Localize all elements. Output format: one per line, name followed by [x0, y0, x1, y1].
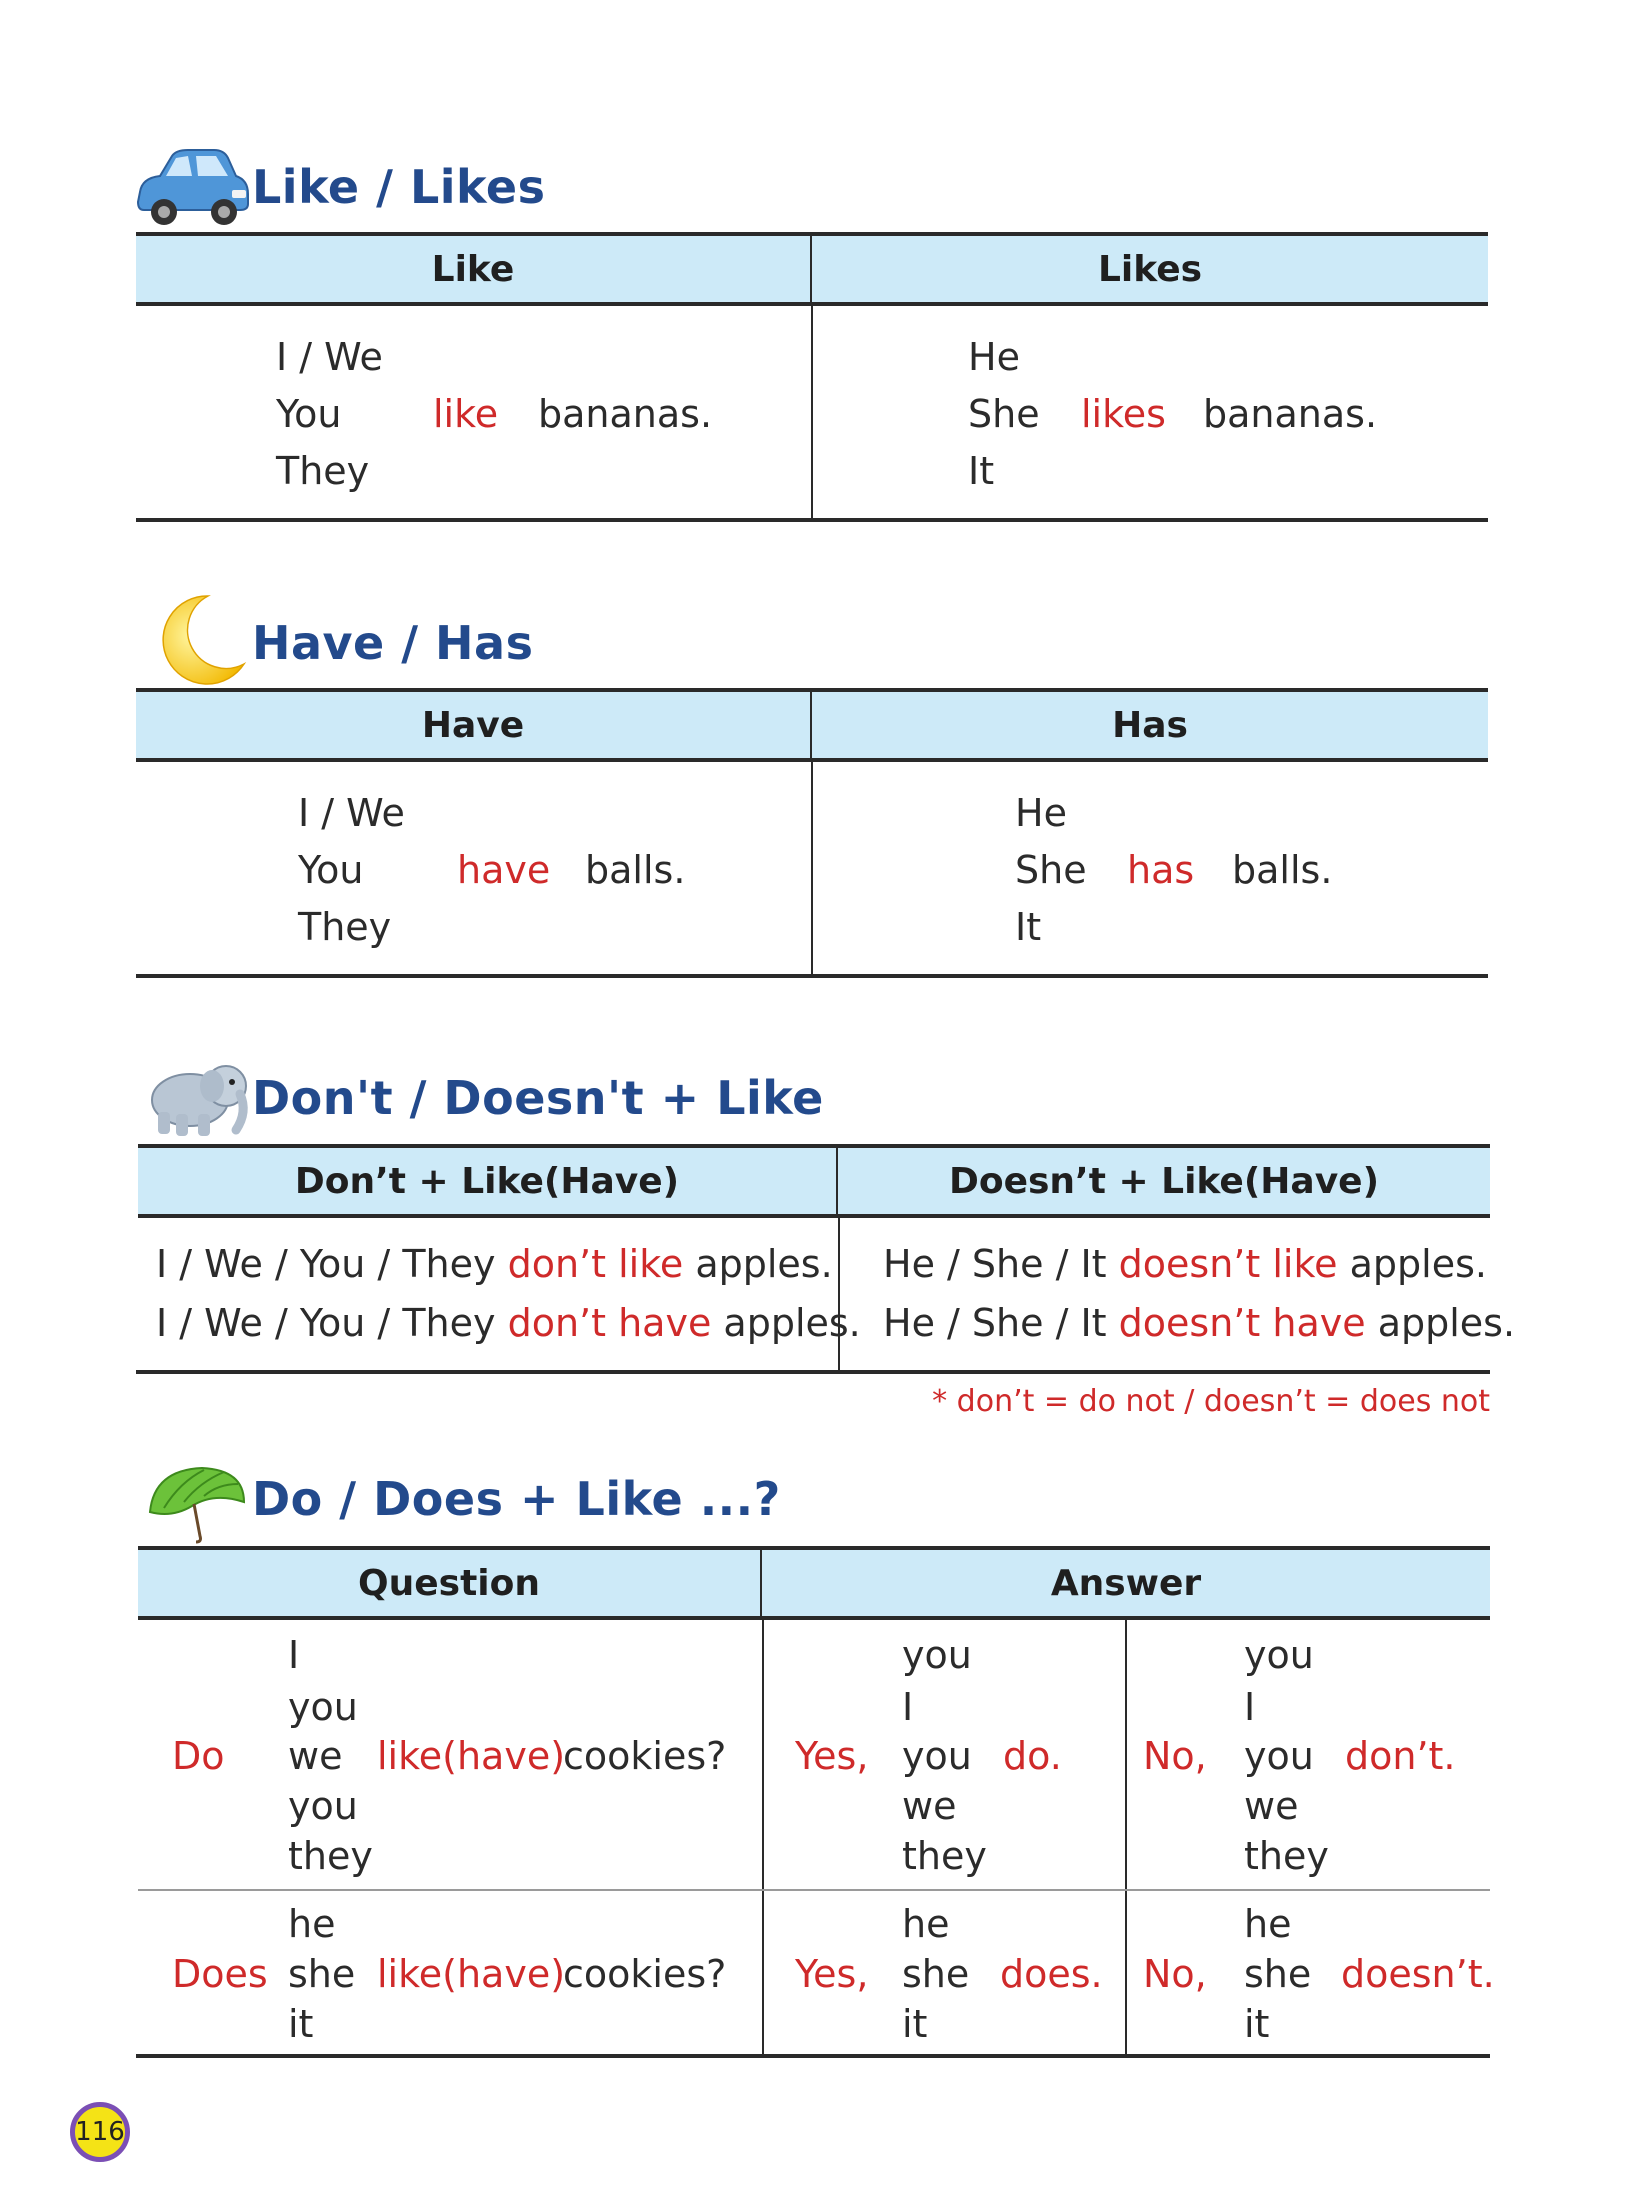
- header-question: Question: [138, 1550, 762, 1616]
- table-header-like: [136, 232, 1488, 306]
- column-divider: [1125, 1620, 1127, 2054]
- row-divider: [138, 1889, 1490, 1891]
- subject: she: [902, 1952, 970, 1996]
- sentence: [883, 1301, 1516, 1345]
- header-dont: Don’t + Like(Have): [138, 1148, 838, 1214]
- subject: he: [1244, 1902, 1292, 1946]
- section-title-dont: Don't / Doesn't + Like: [252, 1071, 824, 1125]
- verb: likes: [1081, 392, 1166, 436]
- verb: like(have): [377, 1952, 566, 1996]
- object: apples.: [723, 1301, 861, 1345]
- verb: don’t have: [507, 1301, 712, 1345]
- subject: They: [276, 449, 370, 493]
- yes-label: Yes,: [795, 1952, 869, 1996]
- subject: She: [968, 392, 1040, 436]
- subject: He: [968, 335, 1020, 379]
- yes-label: Yes,: [795, 1734, 869, 1778]
- aux-do: Do: [172, 1734, 225, 1778]
- object: cookies?: [563, 1952, 727, 1996]
- subject: they: [288, 1834, 373, 1878]
- header-answer: Answer: [1050, 1562, 1202, 1604]
- subject: I / We: [298, 791, 405, 835]
- aux-answer: don’t.: [1345, 1734, 1456, 1778]
- subject: You: [276, 392, 342, 436]
- aux-answer: does.: [1000, 1952, 1103, 1996]
- subject: it: [1244, 2002, 1270, 2046]
- aux-answer: doesn’t.: [1341, 1952, 1495, 1996]
- object: balls.: [585, 848, 686, 892]
- table-header-do: [138, 1546, 1490, 1620]
- verb: has: [1127, 848, 1195, 892]
- subject: They: [298, 905, 392, 949]
- subject: he: [288, 1902, 336, 1946]
- verb: have: [457, 848, 551, 892]
- subject: he: [902, 1902, 950, 1946]
- subject: I / We / You / They: [156, 1242, 496, 1286]
- elephant-icon: [144, 1056, 254, 1140]
- section-title-do: Do / Does + Like ...?: [252, 1472, 781, 1526]
- subject: I: [288, 1633, 300, 1677]
- aux-answer: do.: [1003, 1734, 1062, 1778]
- no-label: No,: [1143, 1734, 1207, 1778]
- subject: I: [1244, 1685, 1256, 1729]
- column-divider: [811, 762, 813, 974]
- object: bananas.: [538, 392, 713, 436]
- table-header-have: [136, 688, 1488, 762]
- umbrella-icon: [144, 1462, 248, 1546]
- aux-does: Does: [172, 1952, 268, 1996]
- subject: they: [1244, 1834, 1329, 1878]
- subject: you: [902, 1633, 972, 1677]
- verb: don’t like: [507, 1242, 684, 1286]
- header-likes: Likes: [1097, 248, 1203, 290]
- subject: we: [1244, 1784, 1299, 1828]
- subject: She: [1015, 848, 1087, 892]
- subject: you: [1244, 1633, 1314, 1677]
- subject: I / We / You / They: [156, 1301, 496, 1345]
- sentence: [156, 1301, 861, 1345]
- table-header-dont: [138, 1144, 1490, 1218]
- verb: doesn’t have: [1118, 1301, 1366, 1345]
- object: bananas.: [1203, 392, 1378, 436]
- car-icon: [132, 140, 252, 230]
- header-have: Have: [136, 692, 812, 758]
- object: apples.: [1349, 1242, 1487, 1286]
- section-title-like: Like / Likes: [252, 160, 546, 214]
- column-divider: [762, 1620, 764, 2054]
- subject: it: [902, 2002, 928, 2046]
- verb: like(have): [377, 1734, 566, 1778]
- subject: it: [288, 2002, 314, 2046]
- subject: It: [1015, 905, 1042, 949]
- header-has: Has: [1112, 704, 1188, 746]
- moon-icon: [152, 592, 248, 688]
- subject: we: [288, 1734, 343, 1778]
- object: cookies?: [563, 1734, 727, 1778]
- sentence: [883, 1242, 1487, 1286]
- subject: you: [1244, 1734, 1314, 1778]
- subject: He / She / It: [883, 1301, 1107, 1345]
- subject: you: [288, 1784, 358, 1828]
- sentence: [156, 1242, 833, 1286]
- object: balls.: [1232, 848, 1333, 892]
- column-divider: [811, 306, 813, 518]
- page-number-badge: 116: [70, 2102, 130, 2162]
- subject: You: [298, 848, 364, 892]
- object: apples.: [1377, 1301, 1516, 1345]
- subject: you: [288, 1685, 358, 1729]
- verb: doesn’t like: [1118, 1242, 1338, 1286]
- no-label: No,: [1143, 1952, 1207, 1996]
- object: apples.: [695, 1242, 833, 1286]
- subject: you: [902, 1734, 972, 1778]
- subject: she: [1244, 1952, 1312, 1996]
- subject: I / We: [276, 335, 383, 379]
- subject: He: [1015, 791, 1067, 835]
- header-doesnt: Doesn’t + Like(Have): [948, 1160, 1380, 1202]
- contraction-note: * don’t = do not / doesn’t = does not: [932, 1384, 1490, 1419]
- section-title-have: Have / Has: [252, 616, 534, 670]
- subject: I: [902, 1685, 914, 1729]
- column-divider: [838, 1218, 840, 1370]
- verb: like: [433, 392, 499, 436]
- header-like: Like: [136, 236, 812, 302]
- subject: It: [968, 449, 995, 493]
- subject: we: [902, 1784, 957, 1828]
- subject: He / She / It: [883, 1242, 1107, 1286]
- subject: she: [288, 1952, 356, 1996]
- subject: they: [902, 1834, 987, 1878]
